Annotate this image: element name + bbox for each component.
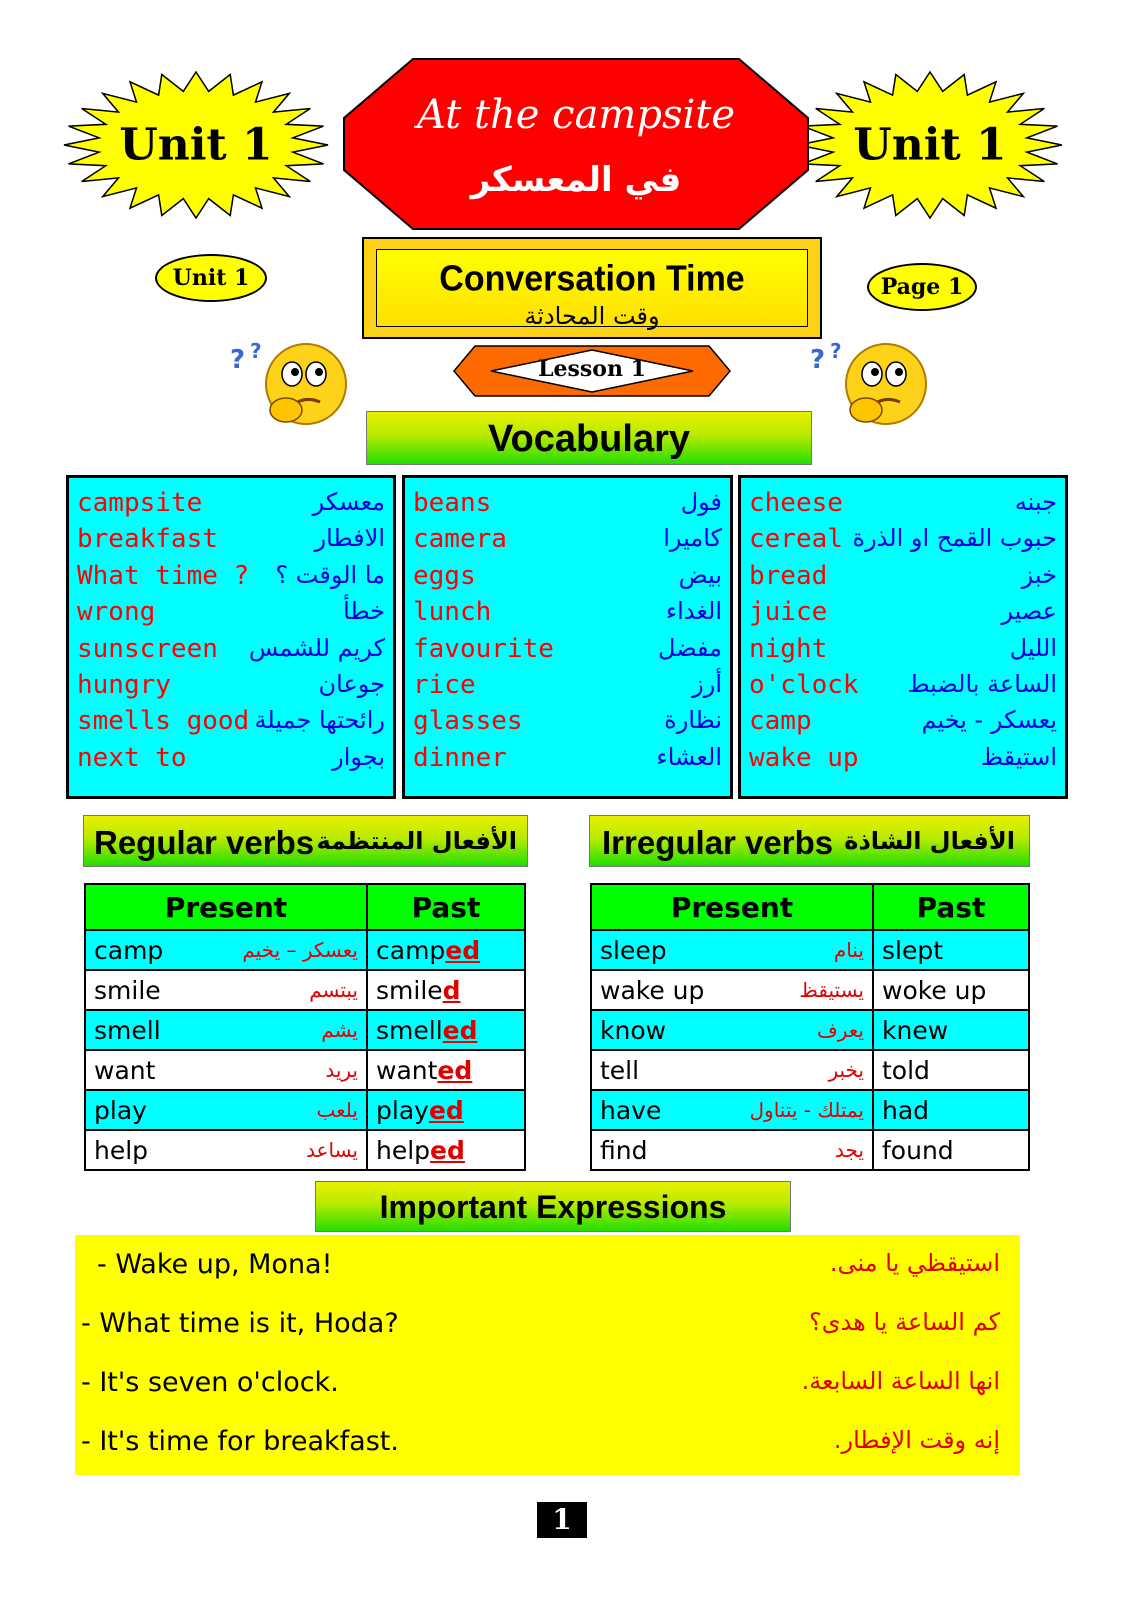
conversation-title-arabic: وقت المحادثة xyxy=(524,302,660,330)
present-verb: camp xyxy=(94,935,164,965)
irregular-verbs-heading xyxy=(589,815,1030,867)
past-cell xyxy=(873,970,1029,1010)
vocab-word-arabic: استيقظ xyxy=(980,742,1057,771)
present-verb-arabic: يريد xyxy=(325,1058,358,1082)
past-suffix: ed xyxy=(428,1095,464,1125)
past-suffix: ed xyxy=(445,935,481,965)
column-header-present: Present xyxy=(591,884,873,930)
vocab-word-english: cheese xyxy=(749,488,843,518)
past-cell xyxy=(367,1050,525,1090)
vocab-column-2 xyxy=(402,475,733,799)
vocab-row xyxy=(77,706,385,742)
regular-verbs-title-en: Regular verbs xyxy=(94,824,315,861)
present-cell xyxy=(591,1130,873,1170)
vocab-word-english: campsite xyxy=(77,488,203,518)
present-verb-arabic: يلعب xyxy=(316,1098,358,1122)
vocab-row xyxy=(77,488,385,524)
present-cell xyxy=(591,970,873,1010)
regular-verbs-title-ar: الأفعال المنتظمة xyxy=(316,827,517,855)
vocab-word-english: wrong xyxy=(77,597,156,628)
past-cell xyxy=(873,1050,1029,1090)
expression-row xyxy=(75,1367,1020,1407)
vocab-row xyxy=(413,634,722,670)
present-cell xyxy=(85,1130,367,1170)
present-verb: play xyxy=(94,1095,147,1125)
expression-english: - What time is it, Hoda? xyxy=(81,1308,399,1339)
table-row xyxy=(85,1010,525,1050)
expression-arabic: إنه وقت الإفطار. xyxy=(833,1426,1000,1454)
present-verb-arabic: يعسكر – يخيم xyxy=(242,938,358,962)
vocab-row xyxy=(77,743,385,779)
svg-text:?: ? xyxy=(810,345,826,375)
past-cell xyxy=(873,1010,1029,1050)
vocab-row xyxy=(413,706,722,742)
vocab-row xyxy=(749,634,1057,670)
present-verb-arabic: يستيقظ xyxy=(799,978,864,1002)
past-cell xyxy=(873,930,1029,970)
svg-text:?: ? xyxy=(250,339,262,363)
vocab-word-arabic: الليل xyxy=(1009,633,1057,662)
present-verb-arabic: يبتسم xyxy=(309,978,358,1002)
svg-text:?: ? xyxy=(230,345,246,375)
present-verb: sleep xyxy=(600,935,667,965)
unit-starburst-left xyxy=(62,70,330,220)
past-suffix: ed xyxy=(442,1015,478,1045)
vocab-row xyxy=(749,597,1057,633)
present-verb-arabic: يخبر xyxy=(828,1058,864,1082)
vocab-word-english: o'clock xyxy=(749,670,859,700)
past-suffix: ed xyxy=(437,1055,473,1085)
thinking-face-icon xyxy=(228,338,353,430)
present-verb: smell xyxy=(94,1015,161,1045)
present-verb: smile xyxy=(94,975,161,1005)
vocab-word-arabic: نظارة xyxy=(664,706,722,735)
vocab-word-arabic: بجوار xyxy=(332,742,385,771)
expression-english: - Wake up, Mona! xyxy=(97,1249,333,1280)
expression-arabic: انها الساعة السابعة. xyxy=(801,1367,1000,1395)
vocab-row xyxy=(749,706,1057,742)
past-verb: woke up xyxy=(882,975,987,1005)
present-verb: help xyxy=(94,1135,149,1165)
present-cell xyxy=(85,1010,367,1050)
present-verb: tell xyxy=(600,1055,640,1085)
vocab-word-arabic: كريم للشمس xyxy=(248,633,385,662)
vocab-row xyxy=(749,743,1057,779)
conversation-time-box xyxy=(362,237,822,339)
past-stem: play xyxy=(376,1095,429,1125)
past-cell xyxy=(873,1130,1029,1170)
vocab-column-1 xyxy=(66,475,396,799)
vocab-word-arabic: رائحتها جميلة xyxy=(254,706,385,735)
vocab-word-english: breakfast xyxy=(77,524,218,555)
irregular-verbs-table xyxy=(590,883,1030,1171)
past-cell xyxy=(873,1090,1029,1130)
title-arabic: في المعسكر xyxy=(470,160,682,200)
vocab-word-english: dinner xyxy=(413,742,507,773)
present-cell xyxy=(591,1090,873,1130)
present-cell xyxy=(85,970,367,1010)
vocab-word-english: What time ? xyxy=(77,560,250,591)
vocab-word-arabic: يعسكر - يخيم xyxy=(921,706,1057,735)
page-number: 1 xyxy=(537,1502,587,1538)
vocab-word-english: wake up xyxy=(749,742,859,773)
vocab-word-english: beans xyxy=(413,488,492,518)
table-row xyxy=(591,1010,1029,1050)
vocab-row xyxy=(749,670,1057,706)
past-stem: want xyxy=(376,1055,438,1085)
past-verb: slept xyxy=(882,935,944,965)
vocabulary-title: Vocabulary xyxy=(487,418,691,460)
vocab-row xyxy=(77,634,385,670)
vocab-word-english: next to xyxy=(77,742,187,773)
vocab-word-english: cereal xyxy=(749,524,843,555)
expression-row xyxy=(75,1249,1020,1289)
vocab-word-arabic: العشاء xyxy=(656,742,722,771)
past-cell xyxy=(367,1010,525,1050)
unit-badge-label: Unit 1 xyxy=(172,265,250,291)
vocab-column-3 xyxy=(738,475,1068,799)
expression-row xyxy=(75,1308,1020,1348)
conversation-time-inner xyxy=(376,249,808,330)
table-row xyxy=(85,1090,525,1130)
present-verb: know xyxy=(600,1015,667,1045)
vocab-word-english: camera xyxy=(413,524,507,555)
unit-badge xyxy=(155,254,267,302)
vocabulary-heading xyxy=(366,411,812,465)
table-row xyxy=(85,970,525,1010)
lesson-banner xyxy=(453,345,731,397)
vocab-word-arabic: جبنه xyxy=(1014,488,1057,516)
expression-arabic: كم الساعة يا هدى؟ xyxy=(809,1308,1000,1336)
vocab-row xyxy=(749,561,1057,597)
present-cell xyxy=(591,930,873,970)
column-header-present: Present xyxy=(85,884,367,930)
vocab-row xyxy=(413,561,722,597)
present-verb-arabic: ينام xyxy=(833,938,864,962)
lesson-label: Lesson 1 xyxy=(538,356,646,382)
past-verb: had xyxy=(882,1095,930,1125)
vocab-word-english: eggs xyxy=(413,560,476,591)
expression-english: - It's seven o'clock. xyxy=(81,1367,339,1398)
table-row xyxy=(85,1050,525,1090)
past-cell xyxy=(367,1090,525,1130)
irregular-verbs-title-en: Irregular verbs xyxy=(602,824,834,861)
vocab-word-arabic: الساعة بالضبط xyxy=(907,670,1057,698)
past-cell xyxy=(367,930,525,970)
table-row xyxy=(591,930,1029,970)
expression-arabic: استيقظي يا منى. xyxy=(829,1249,1000,1277)
vocab-word-english: favourite xyxy=(413,633,554,664)
present-verb-arabic: يشم xyxy=(321,1018,358,1042)
table-row xyxy=(591,1130,1029,1170)
title-banner xyxy=(343,58,809,230)
unit-label-right: Unit 1 xyxy=(853,119,1007,171)
vocab-row xyxy=(413,597,722,633)
past-stem: smell xyxy=(376,1015,443,1045)
vocab-word-arabic: مفضل xyxy=(658,633,722,662)
past-verb: told xyxy=(882,1055,930,1085)
expressions-box xyxy=(75,1235,1020,1475)
present-cell xyxy=(85,1050,367,1090)
present-cell xyxy=(591,1050,873,1090)
present-verb-arabic: يمتلك - يتناول xyxy=(749,1098,864,1122)
vocab-row xyxy=(413,743,722,779)
past-suffix: d xyxy=(442,975,461,1005)
vocab-word-arabic: بيض xyxy=(678,560,722,589)
past-suffix: ed xyxy=(430,1135,465,1165)
vocab-row xyxy=(77,561,385,597)
thinking-face-icon xyxy=(808,338,933,430)
table-row xyxy=(85,1130,525,1170)
vocab-word-english: glasses xyxy=(413,706,523,737)
table-row xyxy=(591,1050,1029,1090)
vocab-word-arabic: كاميرا xyxy=(663,524,722,553)
past-stem: camp xyxy=(376,935,446,965)
column-header-past: Past xyxy=(873,884,1029,930)
table-row xyxy=(591,1090,1029,1130)
vocab-row xyxy=(413,488,722,524)
past-stem: smile xyxy=(376,975,443,1005)
table-row xyxy=(591,970,1029,1010)
octagon-shape xyxy=(343,58,809,230)
vocab-word-arabic: جوعان xyxy=(318,670,385,698)
vocab-word-arabic: ما الوقت ؟ xyxy=(275,560,385,589)
vocab-word-arabic: حبوب القمح او الذرة xyxy=(852,524,1057,553)
vocab-word-arabic: أرز xyxy=(692,670,722,698)
vocab-row xyxy=(77,524,385,560)
vocab-word-arabic: الافطار xyxy=(314,524,385,553)
vocab-row xyxy=(413,670,722,706)
vocab-word-english: camp xyxy=(749,706,812,737)
past-verb: knew xyxy=(882,1015,949,1045)
present-cell xyxy=(85,1090,367,1130)
present-verb-arabic: يجد xyxy=(835,1138,864,1162)
vocab-row xyxy=(749,488,1057,524)
vocab-row xyxy=(749,524,1057,560)
vocab-word-english: smells good xyxy=(77,706,250,737)
past-stem: help xyxy=(376,1135,431,1165)
irregular-verbs-title-ar: الأفعال الشاذة xyxy=(844,827,1015,855)
unit-starburst-right xyxy=(796,70,1064,220)
title-english: At the campsite xyxy=(416,92,736,138)
present-verb-arabic: يعرف xyxy=(817,1018,864,1042)
regular-verbs-heading xyxy=(83,815,528,867)
expressions-heading xyxy=(315,1181,791,1232)
expressions-title: Important Expressions xyxy=(379,1189,727,1225)
svg-text:?: ? xyxy=(830,339,842,363)
vocab-word-english: rice xyxy=(413,670,476,700)
table-row xyxy=(85,930,525,970)
present-verb: have xyxy=(600,1095,662,1125)
vocab-word-english: bread xyxy=(749,560,828,591)
vocab-word-arabic: فول xyxy=(680,488,722,516)
vocab-row xyxy=(413,524,722,560)
vocab-word-arabic: معسكر xyxy=(312,488,385,516)
conversation-title-english: Conversation Time xyxy=(439,259,745,299)
expression-english: - It's time for breakfast. xyxy=(81,1426,399,1457)
vocab-word-english: sunscreen xyxy=(77,633,218,664)
vocab-word-english: juice xyxy=(749,597,828,628)
vocab-word-english: night xyxy=(749,633,828,664)
vocab-word-english: lunch xyxy=(413,597,492,628)
page-badge xyxy=(867,263,977,311)
past-verb: found xyxy=(882,1135,954,1165)
vocab-row xyxy=(77,597,385,633)
vocab-word-arabic: الغداء xyxy=(665,597,722,626)
expression-row xyxy=(75,1426,1020,1466)
page-badge-label: Page 1 xyxy=(880,274,964,300)
present-cell xyxy=(591,1010,873,1050)
vocab-word-english: hungry xyxy=(77,670,171,700)
unit-label-left: Unit 1 xyxy=(119,119,273,171)
present-verb: wake up xyxy=(600,975,705,1005)
past-cell xyxy=(367,1130,525,1170)
vocab-word-arabic: عصير xyxy=(1001,597,1057,626)
vocab-row xyxy=(77,670,385,706)
past-cell xyxy=(367,970,525,1010)
vocab-word-arabic: خبز xyxy=(1021,560,1057,589)
present-verb-arabic: يساعد xyxy=(306,1138,358,1162)
present-verb: want xyxy=(94,1055,156,1085)
present-verb: find xyxy=(600,1135,648,1165)
vocab-word-arabic: خطأ xyxy=(343,597,385,626)
present-cell xyxy=(85,930,367,970)
column-header-past: Past xyxy=(367,884,525,930)
regular-verbs-table xyxy=(84,883,526,1171)
